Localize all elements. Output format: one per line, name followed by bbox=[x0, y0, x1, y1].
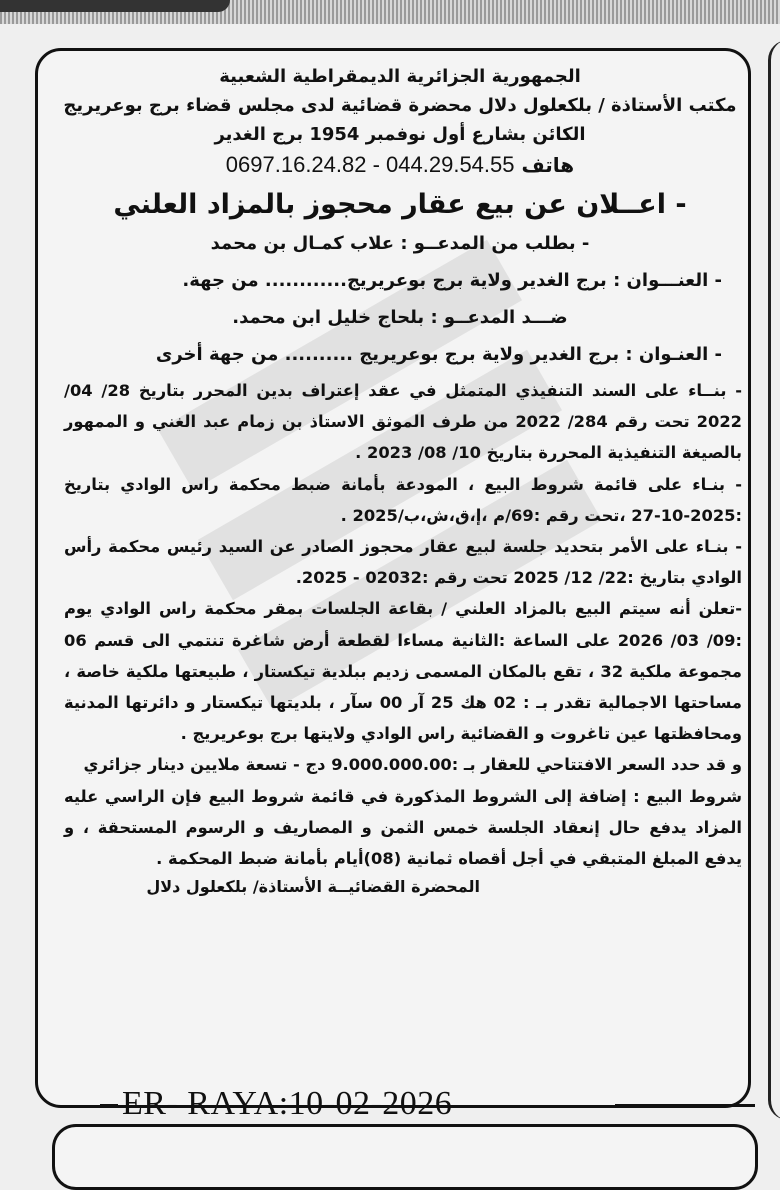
footer-rule-right bbox=[615, 1104, 755, 1107]
header-republic: الجمهورية الجزائرية الديمقراطية الشعبية bbox=[219, 66, 581, 87]
next-notice-frame bbox=[52, 1124, 758, 1190]
phone-numbers: 0697.16.24.82 - 044.29.54.55 bbox=[225, 152, 515, 177]
paragraph-court-order: - بنـاء على الأمر بتحديد جلسة لبيع عقار محجوز الصادر عن السيد رئيس محكمة رأس الوادي بتاريخ :22/ 12/ 2025 تحت رقم :02032 - 2025. bbox=[64, 537, 742, 588]
publication-code: ER- RAYA:10-02-2026 bbox=[122, 1085, 453, 1122]
claimant-address: - العنـــوان : برج الغدير ولاية برج بوعريريج............ من جهة. bbox=[182, 270, 722, 291]
paragraph-opening-price: و قد حدد السعر الافتتاحي للعقار بـ :9.000.000.00 دج - تسعة ملايين دينار جزائري bbox=[83, 755, 742, 775]
notice-body bbox=[58, 375, 742, 874]
defendant-address: - العنـوان : برج الغدير ولاية برج بوعريريج .......... من جهة أخرى bbox=[155, 344, 722, 365]
claimant: - بطلب من المدعــو : علاب كمـال بن محمد bbox=[210, 233, 590, 254]
signature: المحضرة القضائيــة الأستاذة/ بلكعلول دلال bbox=[146, 877, 480, 897]
header-phone bbox=[58, 149, 742, 181]
adjacent-notice-frame bbox=[768, 40, 780, 1120]
header-address: الكائن بشارع أول نوفمبر 1954 برج الغدير bbox=[214, 124, 586, 145]
paragraph-auction-details: -تعلن أنه سيتم البيع بالمزاد العلني / بقاعة الجلسات بمقر محكمة راس الوادي يوم :09/ 03/ 2026 على الساعة :الثانية مساءا لقطعة أرض شاغرة تنتمي الى قسم 06 مجموعة ملكية 32 ، تقع بالمكان المسمى زديم ببلدية تيكستار ، طبيعتها ملكية خاصة ، مساحتها الاجمالية تقدر بـ : 02 هك 25 آر 00 سآر ، بلديتها تيكستار و دائرتها المدنية ومحافظتها عين تاغروت و القضائية راس الوادي ولايتها برج بوعريريج . bbox=[64, 599, 743, 744]
phone-label: هاتف bbox=[521, 153, 575, 177]
paragraph-enforcement-title: - بنــاء على السند التنفيذي المتمثل في عقد إعتراف بدين المحرر بتاريخ 28/ 04/ 2022 تحت رقم 284/ 2022 من طرف الموثق الاستاذ بن زمام عبد الغني و الممهور بالصيغة التنفيذية المحررة بتاريخ 10/ 08/ 2023 . bbox=[64, 381, 742, 463]
notice-title: - اعــلان عن بيع عقار محجوز بالمزاد العلني bbox=[113, 189, 687, 220]
footer-rule-left bbox=[100, 1104, 118, 1107]
legal-notice-content bbox=[58, 62, 742, 900]
page-top-corner-dark bbox=[0, 0, 230, 12]
paragraph-sale-terms: شروط البيع : إضافة إلى الشروط المذكورة في قائمة شروط البيع فإن الراسي عليه المزاد يدفع حال إنعقاد الجلسة خمس الثمن و المصاريف و الرسوم المستحقة ، و يدفع المبلغ المتبقي في أجل أقصاه ثمانية (08)أيام بأمانة ضبط المحكمة . bbox=[64, 786, 742, 869]
header-office: مكتب الأستاذة / بلكعلول دلال محضرة قضائية لدى مجلس قضاء برج بوعريريج bbox=[63, 95, 737, 116]
defendant: ضـــد المدعــو : بلحاج خليل ابن محمد. bbox=[232, 307, 568, 328]
footer bbox=[100, 1082, 750, 1126]
paragraph-sale-conditions-list: - بنـاء على قائمة شروط البيع ، المودعة بأمانة ضبط محكمة راس الوادي بتاريخ :2025-10-27 ،تحت رقم :69/م ،إ،ق،ش،ب/2025 . bbox=[64, 474, 742, 525]
